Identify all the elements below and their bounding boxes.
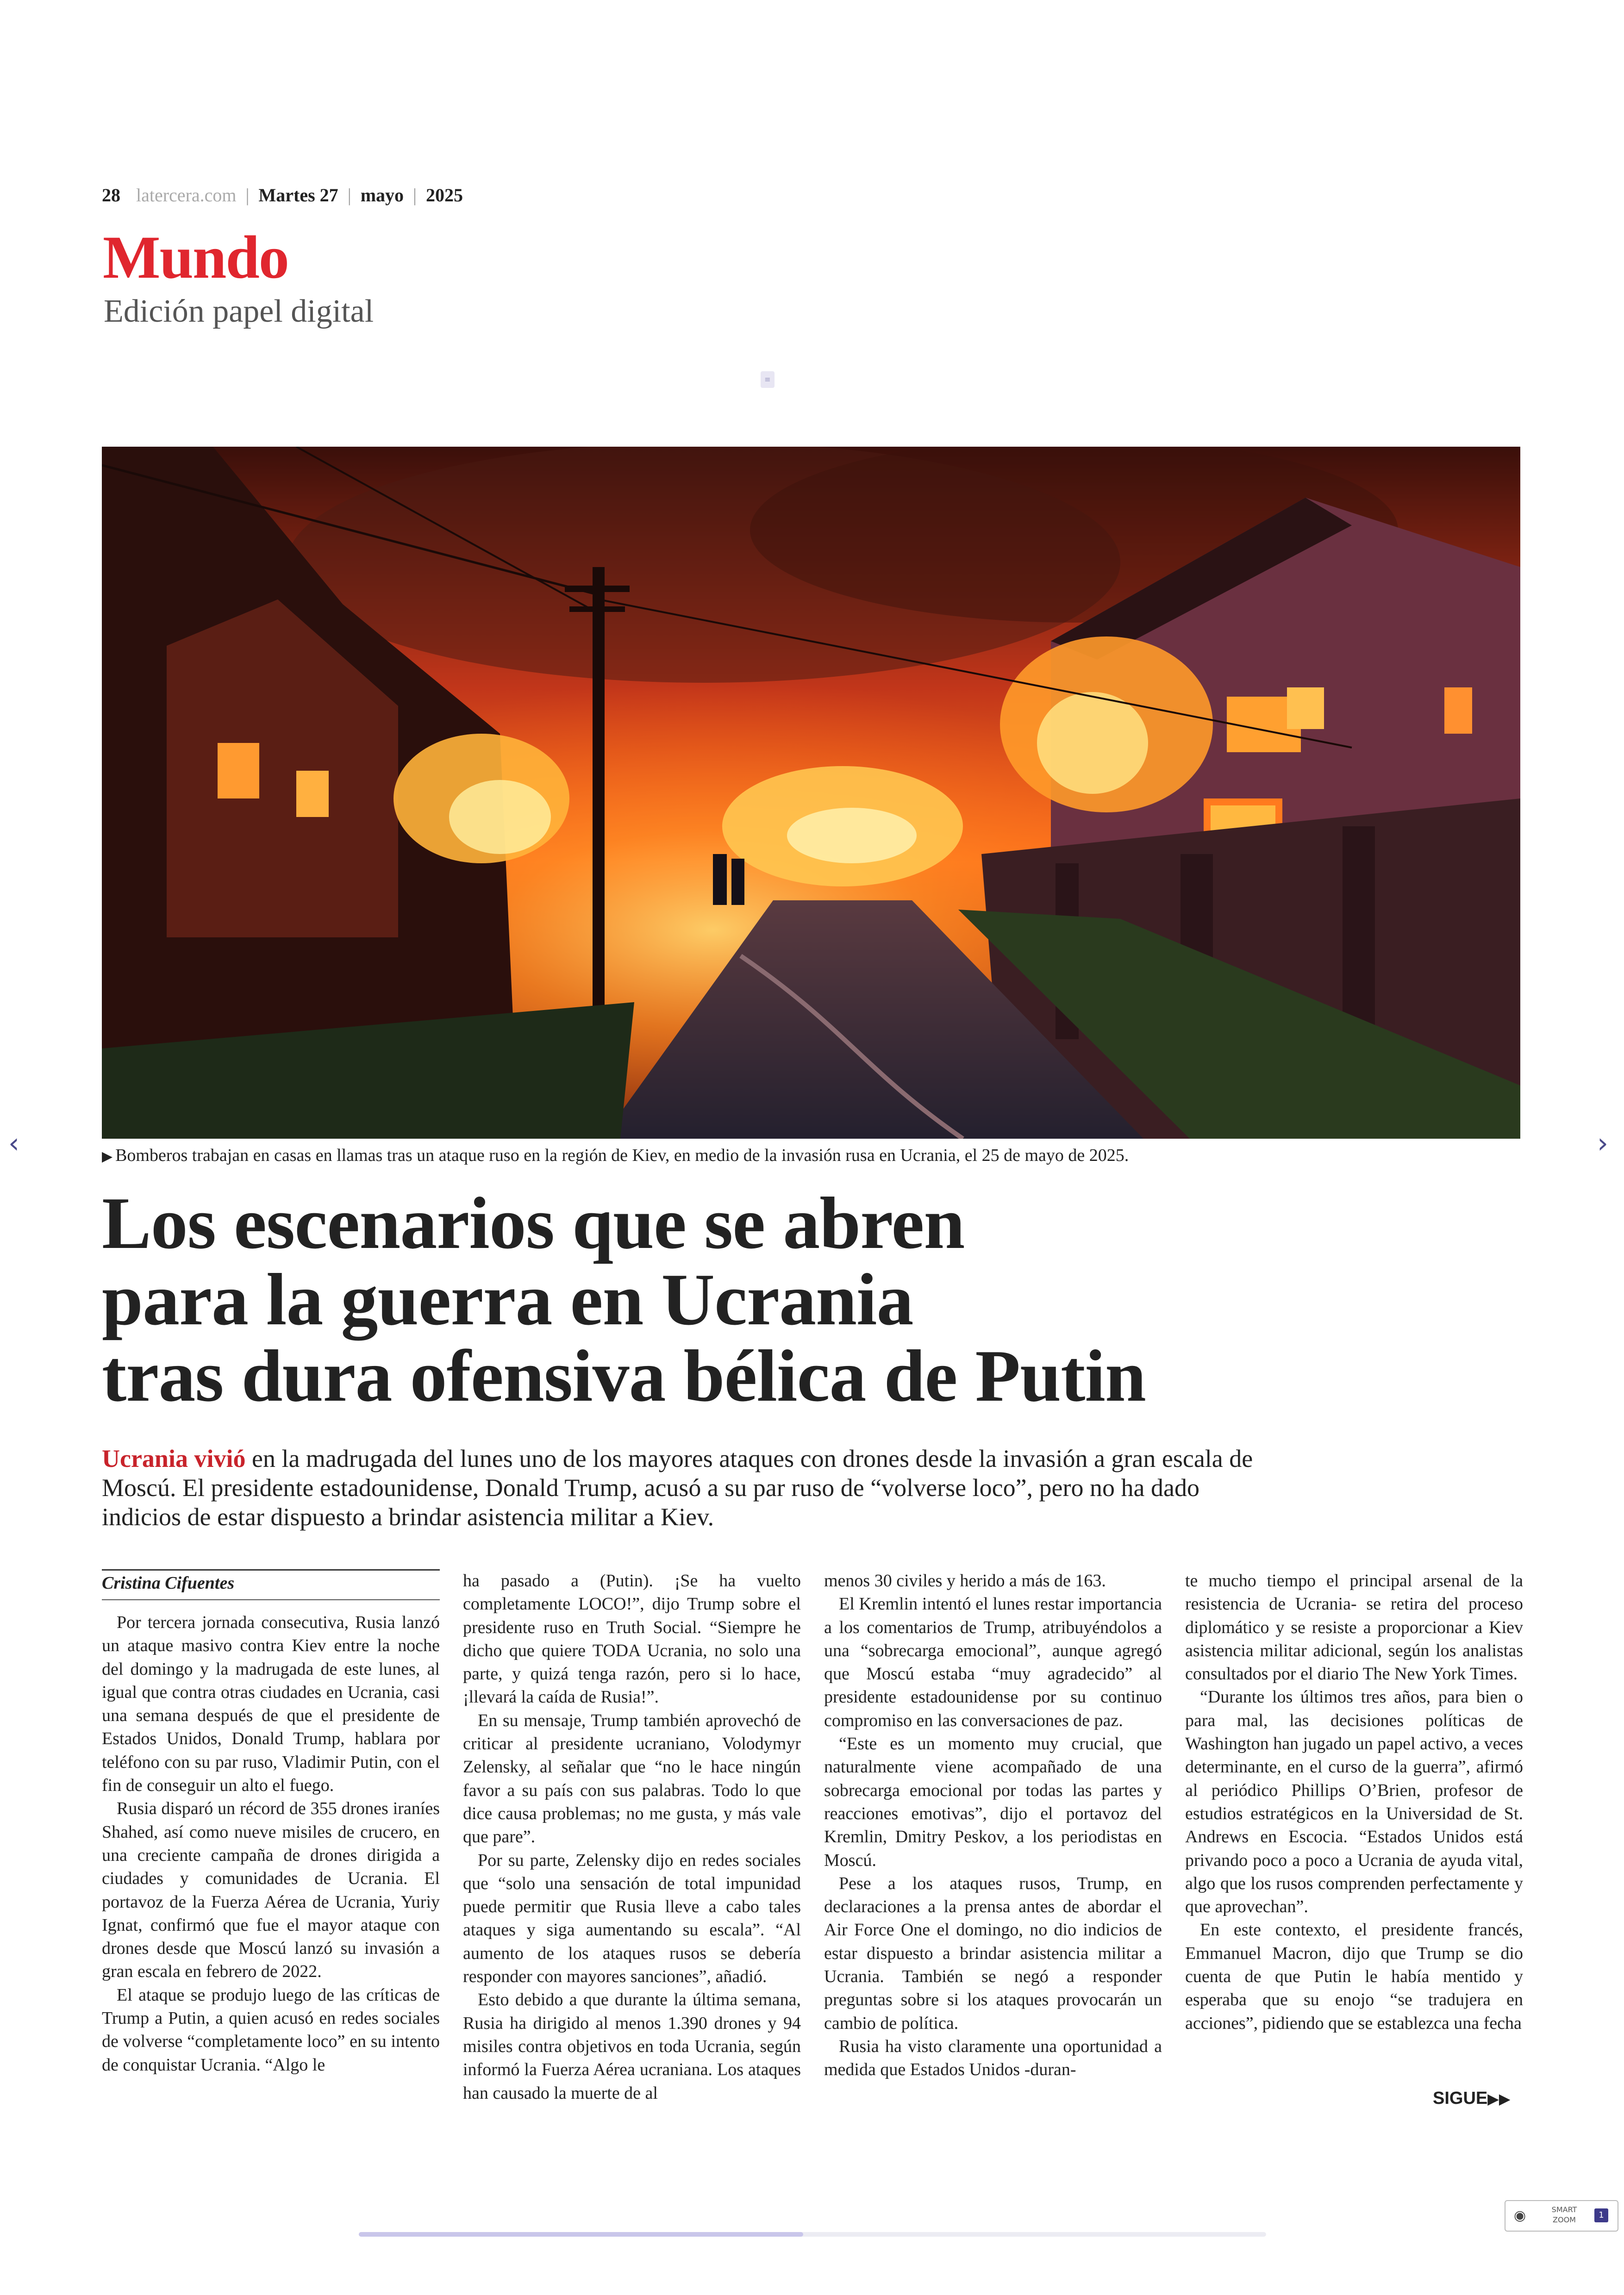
- zoom-page-badge: 1: [1594, 2208, 1608, 2222]
- lede-lead-in: Ucrania vivió: [102, 1445, 246, 1472]
- page-header-line: [102, 184, 463, 206]
- headline-line: tras dura ofensiva bélica de Putin: [102, 1335, 1146, 1417]
- site-name: latercera.com: [136, 185, 237, 206]
- photo-caption-text: Bomberos trabajan en casas en llamas tras un ataque ruso en la región de Kiev, en medio de la invasión rusa en Ucrania, el 25 de mayo de 2025.: [115, 1146, 1129, 1165]
- headline-line: para la guerra en Ucrania: [102, 1258, 913, 1341]
- section-title: Mundo: [103, 223, 288, 291]
- smart-zoom-line: ZOOM: [1553, 2215, 1576, 2224]
- header-separator: |: [413, 185, 417, 206]
- photo-caption: [102, 1145, 1129, 1166]
- paragraph: “Este es un momento muy crucial, que naturalmente viene acompañado de una sobrecarga emocional por todas las partes y reacciones emotivas”, dijo el portavoz del Kremlin, Dmitry Peskov, a los periodistas en Moscú.: [824, 1734, 1162, 1870]
- continue-label: SIGUE: [1433, 2089, 1488, 2108]
- page-number: 28: [102, 185, 120, 206]
- smart-zoom-button[interactable]: [1505, 2200, 1618, 2232]
- chevron-left-icon: ‹: [8, 1127, 19, 1160]
- paragraph: Rusia disparó un récord de 355 drones iraníes Shahed, así como nueve misiles de crucero, en una creciente campaña de drones dirigida a ciudades y comunidades de Ucrania. El portavoz de la Fuerza Aérea de Ucrania, Yuriy Ignat, confirmó que fue el mayor ataque con drones desde que Moscú lanzó su invasión a gran escala en febrero de 2022.: [102, 1799, 440, 1982]
- issue-month: mayo: [360, 185, 404, 206]
- double-arrow-icon: ▶▶: [1487, 2090, 1511, 2108]
- page-progress-fill: [359, 2232, 803, 2237]
- paragraph: En su mensaje, Trump también aprovechó de criticar al presidente ucraniano, Volodymyr Zelensky, al señalar que “no le hace ningún favor a su país con sus palabras. Todo lo que dice causa problemas; no me gusta, y más vale que pare”.: [463, 1710, 801, 1847]
- byline: Cristina Cifuentes: [102, 1573, 235, 1593]
- smart-zoom-line: SMART: [1551, 2205, 1577, 2214]
- paragraph: El ataque se produjo luego de las críticas de Trump a Putin, a quien acusó en redes sociales de volverse “completamente loco” en su intento de conquistar Ucrania. “Algo le: [102, 1985, 440, 2075]
- paragraph: “Durante los últimos tres años, para bien o para mal, las decisiones políticas de Washington han jugado un papel activo, a veces determinante, en el curso de la guerra”, afirmó al periódico Phillips O’Brien, profesor de estudios estratégicos en la Universidad de St. Andrews en Escocia. “Estados Unidos está privando poco a poco a Ucrania de ayuda vital, algo que los rusos comprenden perfectamente y que aprovechan”.: [1185, 1687, 1523, 1917]
- paragraph: Pese a los ataques rusos, Trump, en declaraciones a la prensa antes de abordar el Air Force One el domingo, no dio indicios de estar dispuesto a brindar asistencia militar a Ucrania. También se negó a responder preguntas sobre si los ataques provocarán un cambio de política.: [824, 1873, 1162, 2033]
- issue-date: Martes 27: [258, 185, 338, 206]
- byline-rule: [102, 1599, 440, 1600]
- paragraph: El Kremlin intentó el lunes restar importancia a los comentarios de Trump, atribuyéndolos a una “sobrecarga emocional”, aunque agregó que Moscú estaba “muy agradecido” al presidente estadounidense por su continuo compromiso en las conversaciones de paz.: [824, 1594, 1162, 1730]
- page-marker-icon[interactable]: ≡: [761, 371, 775, 388]
- eye-icon: ◉: [1514, 2208, 1526, 2224]
- paragraph: Por su parte, Zelensky dijo en redes sociales que “solo una sensación de total impunidad puede permitir que Rusia lleve a cabo tales ataques y siga aumentando su escala”. “Al aumento de los ataques rusos se debería responder con mayores sanciones”, añadió.: [463, 1850, 801, 1987]
- next-page-button[interactable]: [1597, 1127, 1608, 1160]
- header-separator: |: [347, 185, 351, 206]
- issue-year: 2025: [426, 185, 463, 206]
- paragraph: menos 30 civiles y herido a más de 163.: [824, 1571, 1106, 1590]
- article-lede: [102, 1444, 1278, 1532]
- article-headline: [102, 1182, 1537, 1417]
- article-column-1: [102, 1611, 440, 2077]
- paragraph: ha pasado a (Putin). ¡Se ha vuelto completamente LOCO!”, dijo Trump sobre el presidente ruso en Truth Social. “Siempre he dicho que quiere TODA Ucrania, no solo una parte, y quizá tenga razón, pero si lo hace, ¡llevará la caída de Rusia!”.: [463, 1571, 801, 1707]
- page-progress-bar[interactable]: [359, 2232, 1266, 2237]
- paragraph: Rusia ha visto claramente una oportunidad a medida que Estados Unidos -duran-: [824, 2036, 1162, 2080]
- paragraph: En este contexto, el presidente francés, Emmanuel Macron, dijo que Trump se dio cuenta de que Putin le había mentido y esperaba que su enojo “se tradujera en acciones”, pidiendo que se establezca una fecha: [1185, 1920, 1523, 2033]
- headline-line: Los escenarios que se abren: [102, 1182, 965, 1264]
- smart-zoom-label: [1543, 2205, 1585, 2225]
- section-subtitle: Edición papel digital: [104, 293, 374, 329]
- paragraph: te mucho tiempo el principal arsenal de la resistencia de Ucrania- se retira del proceso diplomático y se resiste a proporcionar a Kiev asistencia militar adicional, según los analistas consultados por el diario The New York Times.: [1185, 1571, 1523, 1684]
- continue-link[interactable]: [1433, 2089, 1510, 2108]
- chevron-right-icon: ›: [1597, 1127, 1608, 1160]
- paragraph: Esto debido a que durante la última semana, Rusia ha dirigido al menos 1.390 drones y 94 misiles contra objetivos en toda Ucrania, según informó la Fuerza Aérea ucraniana. Los ataques han causado la muerte de al: [463, 1990, 801, 2103]
- prev-page-button[interactable]: [8, 1127, 19, 1160]
- paragraph: Por tercera jornada consecutiva, Rusia lanzó un ataque masivo contra Kiev entre la noche del domingo y la madrugada de este lunes, al igual que contra otras ciudades en Ucrania, casi una semana después de que el presidente de Estados Unidos, Donald Trump, hablara por teléfono con su par ruso, Vladimir Putin, con el fin de conseguir un alto el fuego.: [102, 1613, 440, 1796]
- fire-scene-illustration: [102, 447, 1520, 1139]
- byline-rule: [102, 1569, 440, 1571]
- article-column-3: [824, 1569, 1162, 2082]
- caption-arrow-icon: ▶: [102, 1148, 113, 1165]
- article-column-4: [1185, 1569, 1523, 2035]
- lede-text: en la madrugada del lunes uno de los mayores ataques con drones desde la invasión a gran escala de Moscú. El presidente estadounidense, Donald Trump, acusó a su par ruso de “volverse loco”, pero no ha dado indicios de estar dispuesto a brindar asistencia militar a Kiev.: [102, 1445, 1253, 1531]
- article-photo: [102, 447, 1520, 1139]
- article-column-2: [463, 1569, 801, 2105]
- header-separator: |: [245, 185, 250, 206]
